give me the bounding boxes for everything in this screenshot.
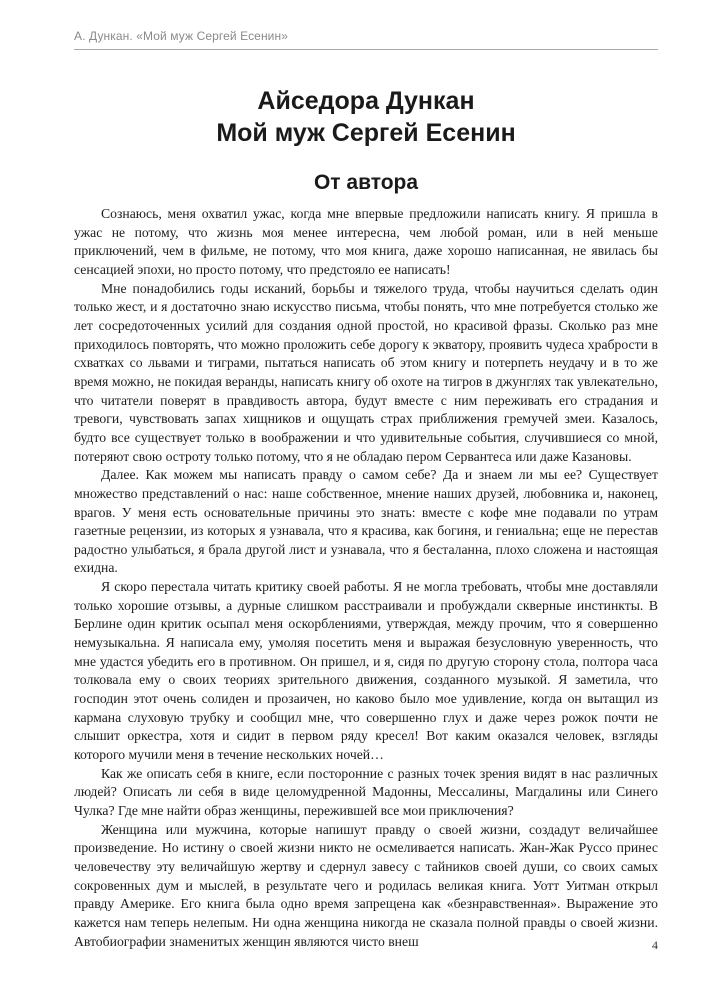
body-text <box>74 205 658 951</box>
paragraph: Далее. Как можем мы написать правду о самом себе? Да и знаем ли мы ее? Существует множество представлений о нас: наше собственное, мнение наших друзей, любовника и, наконец, врагов. У меня есть основательные причины это знать: вместе с кофе мне подавали по утрам газетные рецензии, из которых я узнавала, что я красива, как богиня, и гениальна; еще не перестав радостно улыбаться, я брала другой лист и узнавала, что я бесталанна, плохо сложена и настоящая ехидна. <box>74 467 658 576</box>
author-name: Айседора Дункан <box>257 87 475 115</box>
paragraph: Сознаюсь, меня охватил ужас, когда мне впервые предложили написать книгу. Я пришла в ужас не потому, что жизнь моя менее интересна, чем любой роман, или в ней меньше приключений, чем в фильме, не потому, что моя книга, даже хорошо написанная, не явилась бы сенсацией эпохи, но просто потому, что предстояло ее написать! <box>74 206 658 277</box>
running-header: А. Дункан. «Мой муж Сергей Есенин» <box>74 29 288 43</box>
paragraph: Как же описать себя в книге, если посторонние с разных точек зрения видят в нас различных людей? Описать ли себя в виде целомудренной Мадонны, Мессалины, Магдалины или Синего Чулка? Где мне найти образ женщины, пережившей все мои приключения? <box>74 765 658 818</box>
book-name: Мой муж Сергей Есенин <box>216 119 516 147</box>
page-number: 4 <box>652 938 658 952</box>
paragraph: Я скоро перестала читать критику своей работы. Я не могла требовать, чтобы мне доставляли только хорошие отзывы, а дурные слишком расстраивали и пробуждали скверные инстинкты. В Берлине один критик осыпал меня оскорблениями, утверждая, между прочим, что я совершенно немузыкальна. Я написала ему, умоляя посетить меня и выражая безусловную уверенность, что мне удастся убедить его в противном. Он пришел, и я, сидя по другую сторону стола, полтора часа толковала ему о своих теориях зрительного движения, созданного музыкой. Я заметила, что господин этот очень солиден и прозаичен, но каково было мое удивление, когда он вытащил из кармана слуховую трубку и сообщил мне, что совершенно глух и даже через рожок почти не слышит оркестра, хотя и сидит в первом ряду кресел! Вот каким оказался человек, взгляды которого мучили меня в течение нескольких ночей… <box>74 579 658 763</box>
paragraph: Женщина или мужчина, которые напишут правду о своей жизни, создадут величайшее произведение. Но истину о своей жизни никто не осмеливается написать. Жан-Жак Руссо принес человечеству эту величайшую жертву и сдернул завесу с тайников своей души, со своих самых сокровенных дум и мыслей, в результате чего и родилась великая книга. Уотт Уитман открыл правду Америке. Его книга была одно время запрещена как «безнравственная». Выражение это кажется нам теперь нелепым. Ни одна женщина никогда не сказала полной правды о своей жизни. Автобиографии знаменитых женщин являются чисто внеш <box>74 821 658 949</box>
section-heading: От автора <box>313 171 419 194</box>
paragraph: Мне понадобились годы исканий, борьбы и тяжелого труда, чтобы научиться сделать один только жест, и я достаточно знаю искусство письма, чтобы понять, что мне потребуется столько же лет сосредоточенных усилий для создания одной простой, но красивой фразы. Сколько раз мне приходилось повторять, что можно проложить себе дорогу к экватору, проявить чудеса храбрости в схватках со львами и тиграми, пытаться написать об этом книгу и потерпеть неудачу и в то же время можно, не покидая веранды, написать книгу об охоте на тигров в джунглях так увлекательно, что читатели поверят в правдивость автора, будут вместе с ним переживать его страдания и тревоги, чувствовать запах хищников и ощущать страх приближения гремучей змеи. Казалось, будто все существует только в воображении и что удивительные события, случившиеся со мной, потеряют свою остроту только потому, что я не обладаю пером Сервантеса или даже Казановы. <box>74 280 658 464</box>
header-rule <box>74 49 658 50</box>
book-title <box>74 85 658 149</box>
